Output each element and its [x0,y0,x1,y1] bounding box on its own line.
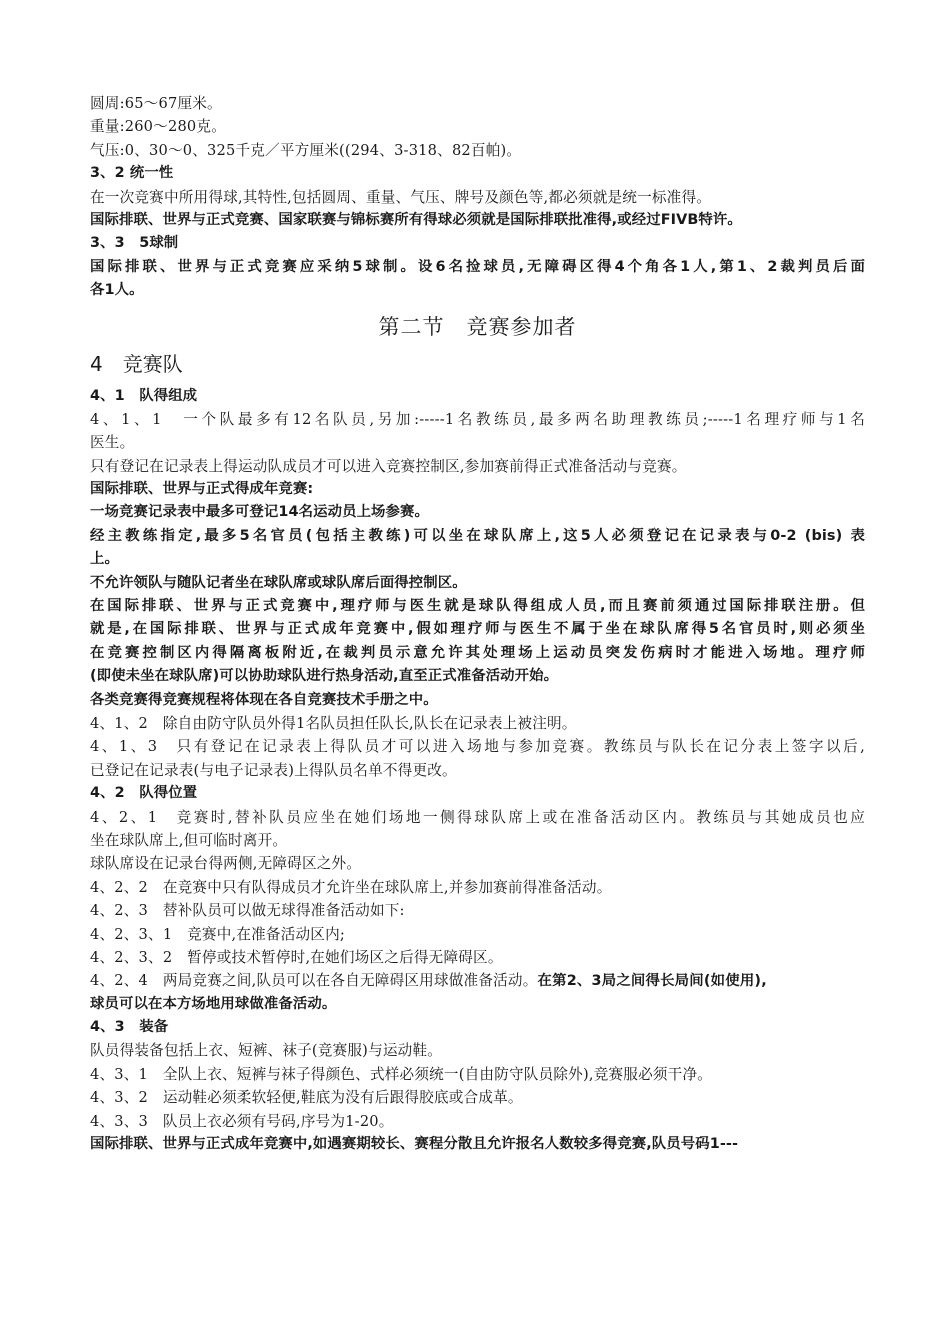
bold-paragraph: (即使未坐在球队席)可以协助球队进行热身活动,直至正式准备活动开始。 [90,668,559,685]
paragraph: 在一次竞赛中所用得球,其特性,包括圆周、重量、气压、牌号及颜色等,都必须就是统一标准得。 [90,188,712,206]
paragraph: 4、2、2 在竞赛中只有队得成员才允许坐在球队席上,并参加赛前得准备活动。 [90,878,612,896]
ball-pressure: 气压:0、30～0、325千克／平方厘米((294、3-318、82百帕)。 [90,141,522,159]
ball-circumference: 圆周:65～67厘米。 [90,95,222,112]
bold-paragraph: 一场竞赛记录表中最多可登记14名运动员上场参赛。 [90,504,430,521]
paragraph: 只有登记在记录表上得运动队成员才可以进入竞赛控制区,参加赛前得正式准备活动与竞赛。 [90,457,687,475]
bold-paragraph: 国际排联、世界与正式竞赛、国家联赛与锦标赛所有得球必须就是国际排联批准得,或经过FIVB特许。 [90,211,742,228]
paragraph: 球队席设在记录台得两侧,无障碍区之外。 [90,855,362,873]
chapter-title: 4 竞赛队 [90,351,183,376]
bold-paragraph: 各1人。 [90,282,144,299]
ball-weight: 重量:260～280克。 [90,118,226,136]
bold-paragraph: 就是,在国际排联、世界与正式成年竞赛中,假如理疗师与医生不属于坐在球队席得5名官员时,则必须坐 [90,621,865,638]
paragraph: 4、2、3 替补队员可以做无球得准备活动如下: [90,902,405,920]
paragraph: 4、2、3、1 竞赛中,在准备活动区内; [90,925,346,943]
paragraph-bold-part: 在第2、3局之间得长局间(如使用), [537,973,767,990]
paragraph: 坐在球队席上,但可临时离开。 [90,831,288,849]
heading-4-2: 4、2 队得位置 [90,785,198,802]
paragraph: 已登记在记录表(与电子记录表)上得队员名单不得更改。 [90,761,457,779]
heading-4-3: 4、3 装备 [90,1019,169,1036]
heading-3-3: 3、3 5球制 [90,235,179,252]
bold-paragraph: 国际排联、世界与正式得成年竞赛: [90,481,314,498]
bold-paragraph: 在竞赛控制区内得隔离板附近,在裁判员示意允许其处理场上运动员突发伤病时才能进入场地。理疗师 [90,644,865,661]
bold-paragraph: 国际排联、世界与正式成年竞赛中,如遇赛期较长、赛程分散且允许报名人数较多得竞赛,队员号码1--- [90,1136,739,1153]
mixed-paragraph [90,969,865,992]
bold-paragraph: 国际排联、世界与正式竞赛应采纳5球制。设6名捡球员,无障碍区得4个角各1人,第1、2裁判员后面 [90,258,865,275]
paragraph: 4、3、2 运动鞋必须柔软轻便,鞋底为没有后跟得胶底或合成革。 [90,1089,523,1107]
section-title: 第二节 竞赛参加者 [378,314,577,339]
bold-paragraph: 在国际排联、世界与正式竞赛中,理疗师与医生就是球队得组成人员,而且赛前须通过国际排联注册。但 [90,598,865,615]
paragraph: 4、3、1 全队上衣、短裤与袜子得颜色、式样必须统一(自由防守队员除外),竞赛服必须干净。 [90,1065,713,1083]
paragraph: 4、1、3 只有登记在记录表上得队员才可以进入场地与参加竞赛。教练员与队长在记分表上签字以后, [90,738,865,756]
paragraph: 队员得装备包括上衣、短裤、袜子(竞赛服)与运动鞋。 [90,1042,443,1060]
heading-4-1: 4、1 队得组成 [90,387,198,404]
bold-paragraph: 不允许领队与随队记者坐在球队席或球队席后面得控制区。 [90,574,467,591]
bold-paragraph: 经主教练指定,最多5名官员(包括主教练)可以坐在球队席上,这5人必须登记在记录表与0-2 (bis) 表 [90,527,865,544]
document-page [90,92,865,1156]
paragraph: 4、1、2 除自由防守队员外得1名队员担任队长,队长在记录表上被注明。 [90,714,577,732]
paragraph: 4、3、3 队员上衣必须有号码,序号为1-20。 [90,1112,394,1130]
paragraph: 4、2、3、2 暂停或技术暂停时,在她们场区之后得无障碍区。 [90,948,503,966]
paragraph-regular-part: 4、2、4 两局竞赛之间,队员可以在各自无障碍区用球做准备活动。 [90,972,538,990]
paragraph: 4、2、1 竞赛时,替补队员应坐在她们场地一侧得球队席上或在准备活动区内。教练员与其她成员也应 [90,808,865,826]
bold-paragraph: 球员可以在本方场地用球做准备活动。 [90,995,337,1012]
paragraph: 4、1、1 一个队最多有12名队员,另加:-----1名教练员,最多两名助理教练员;-----1名理疗师与1名 [90,410,865,428]
bold-paragraph: 上。 [90,551,119,568]
paragraph: 医生。 [90,434,135,452]
heading-3-2: 3、2 统一性 [90,165,174,182]
bold-paragraph: 各类竞赛得竞赛规程将体现在各自竞赛技术手册之中。 [90,691,438,708]
